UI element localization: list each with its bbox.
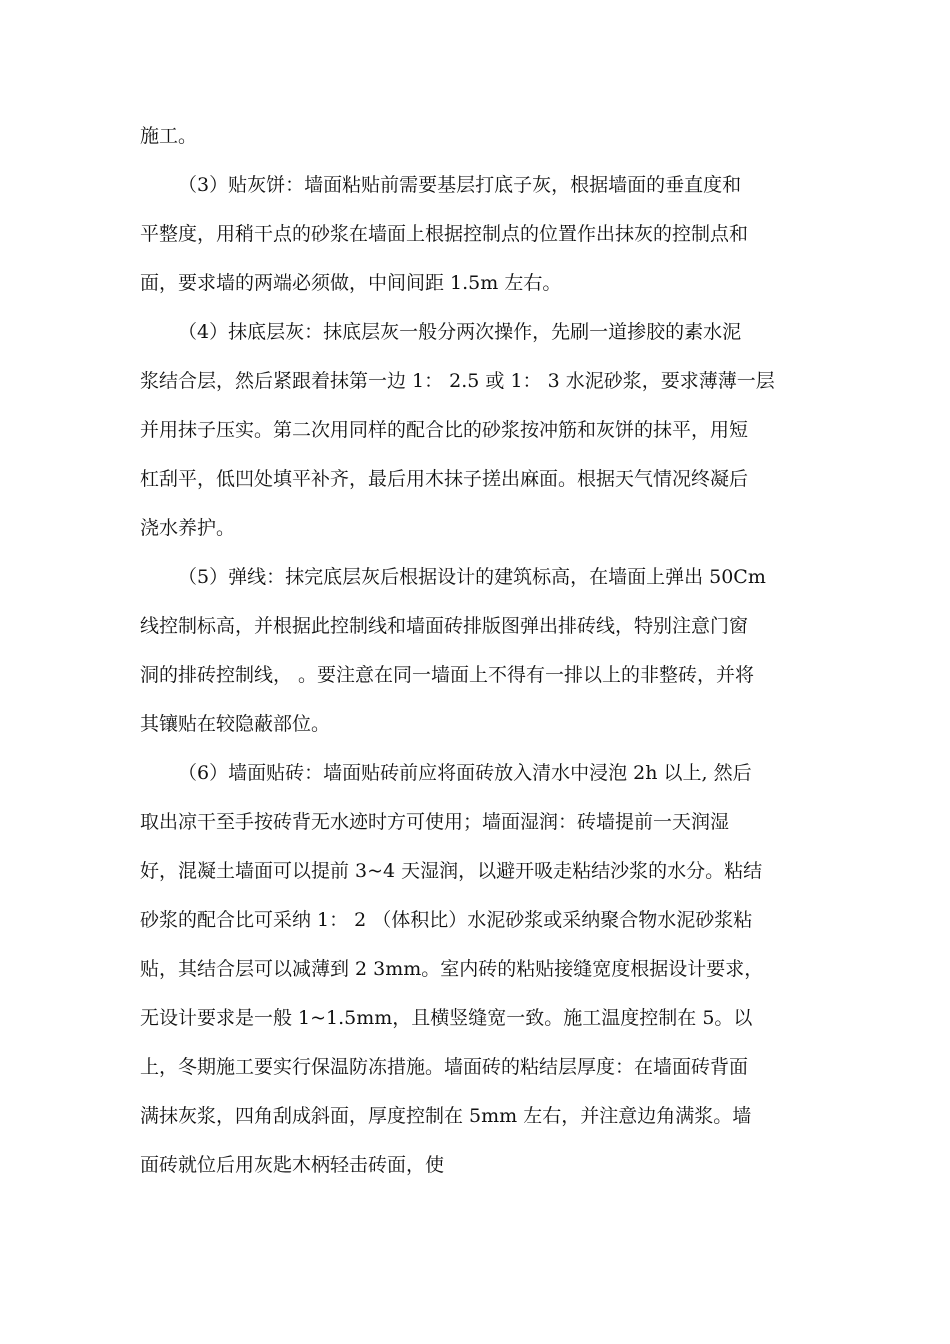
text-line: 面，要求墙的两端必须做，中间间距 1.5m 左右。 xyxy=(140,272,562,294)
text-line: 浆结合层，然后紧跟着抹第一边 1： 2.5 或 1： 3 水泥砂浆，要求薄薄一层 xyxy=(140,370,775,392)
text-line: 线控制标高，并根据此控制线和墙面砖排版图弹出排砖线，特别注意门窗 xyxy=(140,615,749,637)
text-line: 施工。 xyxy=(140,125,198,147)
paragraph-step-3 xyxy=(140,161,830,308)
text-line: 好，混凝土墙面可以提前 3~4 天湿润，以避开吸走粘结沙浆的水分。粘结 xyxy=(140,860,763,882)
text-line: 面砖就位后用灰匙木柄轻击砖面，使 xyxy=(140,1154,445,1176)
text-line: 贴，其结合层可以减薄到 2 3mm。室内砖的粘贴接缝宽度根据设计要求， xyxy=(140,958,764,980)
paragraph-step-5 xyxy=(140,553,830,749)
paragraph-step-6 xyxy=(140,749,830,1190)
text-line: （3）贴灰饼：墙面粘贴前需要基层打底子灰，根据墙面的垂直度和 xyxy=(178,174,742,196)
text-line: 砂浆的配合比可采纳 1： 2 （体积比）水泥砂浆或采纳聚合物水泥砂浆粘 xyxy=(140,909,753,931)
text-line: （6）墙面贴砖：墙面贴砖前应将面砖放入清水中浸泡 2h 以上, 然后 xyxy=(178,762,752,784)
text-line: 无设计要求是一般 1~1.5mm，且横竖缝宽一致。施工温度控制在 5。以 xyxy=(140,1007,753,1029)
document-body xyxy=(140,112,830,1190)
text-line: 满抹灰浆，四角刮成斜面，厚度控制在 5mm 左右，并注意边角满浆。墙 xyxy=(140,1105,752,1127)
text-line: 上，冬期施工要实行保温防冻措施。墙面砖的粘结层厚度：在墙面砖背面 xyxy=(140,1056,749,1078)
paragraph-step-4 xyxy=(140,308,830,553)
text-line: 并用抹子压实。第二次用同样的配合比的砂浆按冲筋和灰饼的抹平，用短 xyxy=(140,419,749,441)
text-line: 取出凉干至手按砖背无水迹时方可使用；墙面湿润：砖墙提前一天润湿 xyxy=(140,811,730,833)
text-line: 洞的排砖控制线， 。要注意在同一墙面上不得有一排以上的非整砖，并将 xyxy=(140,664,755,686)
text-line: 杠刮平，低凹处填平补齐，最后用木抹子搓出麻面。根据天气情况终凝后 xyxy=(140,468,749,490)
text-line: 平整度，用稍干点的砂浆在墙面上根据控制点的位置作出抹灰的控制点和 xyxy=(140,223,749,245)
text-line: （5）弹线：抹完底层灰后根据设计的建筑标高，在墙面上弹出 50Cm xyxy=(178,566,766,588)
text-line: 浇水养护。 xyxy=(140,517,236,539)
text-line: （4）抹底层灰：抹底层灰一般分两次操作，先刷一道掺胶的素水泥 xyxy=(178,321,742,343)
text-line: 其镶贴在较隐蔽部位。 xyxy=(140,713,331,735)
paragraph-continuation xyxy=(140,112,830,161)
